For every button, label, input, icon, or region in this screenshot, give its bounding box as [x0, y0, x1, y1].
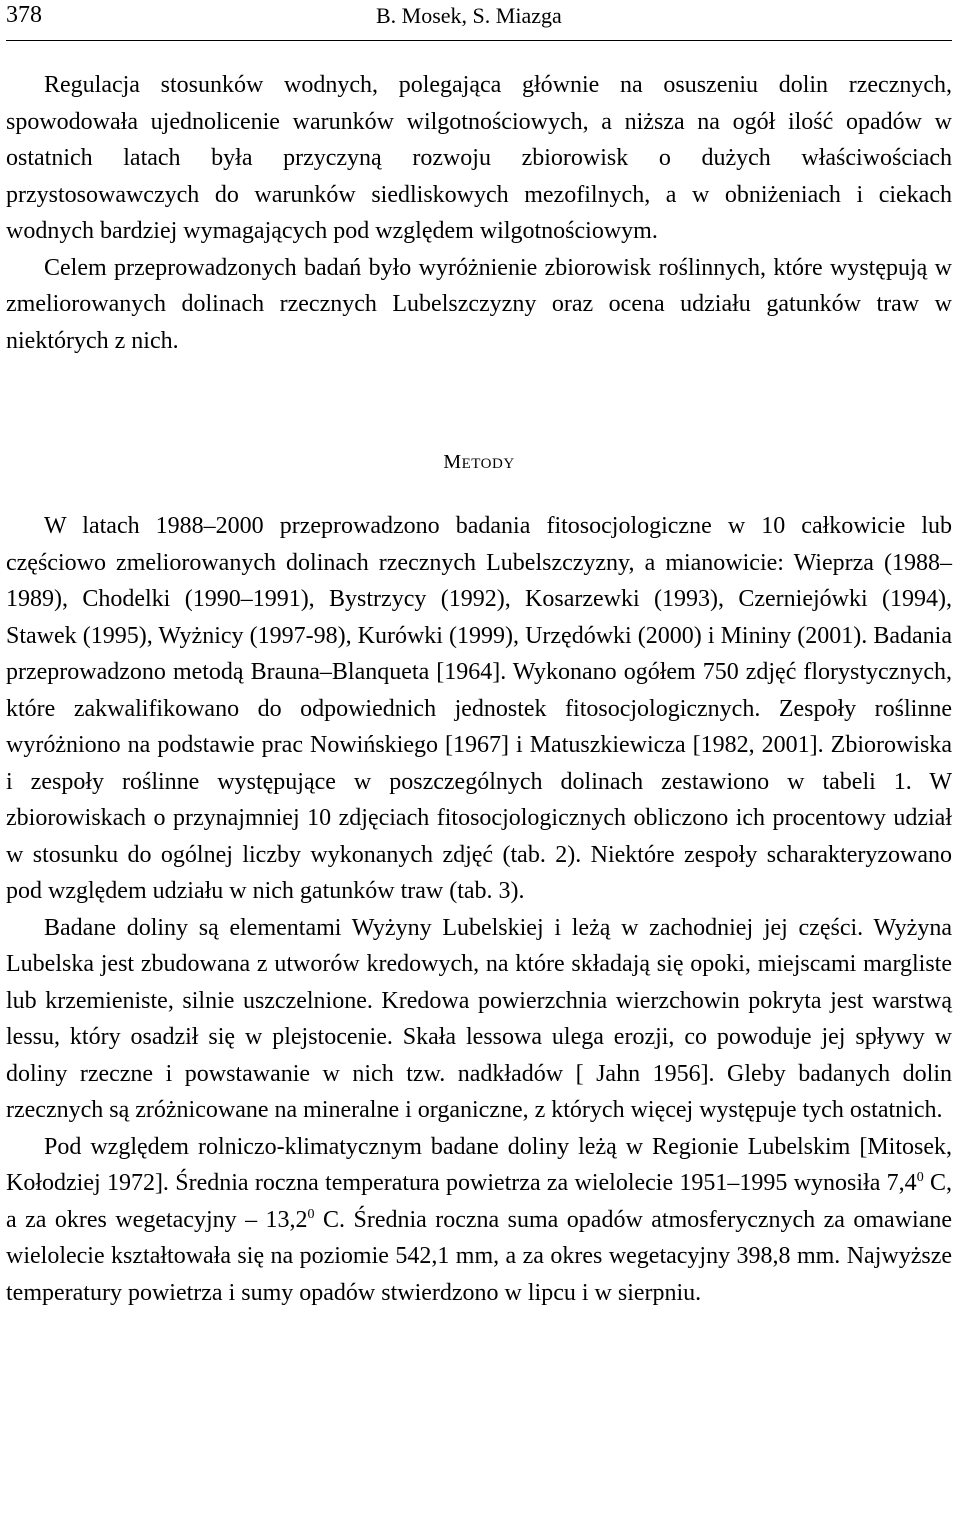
- section-heading-methods: [6, 451, 952, 474]
- page-number: 378: [6, 2, 42, 28]
- methods-paragraph-3-part-a: Pod względem rolniczo-klimatycznym badane doliny leżą w Regionie Lubelskim [Mitosek, Kołodziej 1972]. Średnia roczna temperatura powietrza za wielolecie 1951–1995 wynosiła 7,4: [6, 1133, 952, 1196]
- section-heading-initial: M: [443, 451, 462, 473]
- degree-superscript-2: 0: [307, 1206, 315, 1222]
- intro-paragraph-1: Regulacja stosunków wodnych, polegająca głównie na osuszeniu dolin rzecznych, spowodowała ujednolicenie warunków wilgotnościowych, a niższa na ogół ilość opadów w ostatnich latach była przyczyną rozwoju zbiorowisk o dużych właściwościach przystosowawczych do warunków siedliskowych mezofilnych, a w obniżeniach i ciekach wodnych bardziej wymagających pod względem wilgotnościowym.: [6, 72, 952, 244]
- methods-paragraph-3: [6, 1129, 952, 1312]
- methods-paragraph-3-part-b: C, a za okres wegetacyjny – 13,2: [6, 1170, 952, 1233]
- methods-paragraph-3-part-c: C. Średnia roczna suma opadów atmosferycznych za omawiane wielolecie kształtowała się na poziomie 542,1 mm, a za okres wegetacyjny 398,8 mm. Najwyższe temperatury powietrza i sumy opadów stwierdzono w lipcu i w sierpniu.: [6, 1206, 953, 1306]
- running-header: [6, 0, 952, 41]
- section-heading-rest: ETODY: [461, 456, 515, 472]
- running-header-authors: B. Mosek, S. Miazga: [376, 3, 562, 28]
- page: [6, 0, 952, 1311]
- intro-paragraph-2: Celem przeprowadzonych badań było wyróżnienie zbiorowisk roślinnych, które występują w zmeliorowanych dolinach rzecznych Lubelszczyzny oraz ocena udziału gatunków traw w niektórych z nich.: [6, 254, 952, 354]
- methods-paragraph-1: W latach 1988–2000 przeprowadzono badania fitosocjologiczne w 10 całkowicie lub częściowo zmeliorowanych dolinach rzecznych Lubelszczyzny, a mianowicie: Wieprza (1988–1989), Chodelki (1990–1991), Bystrzycy (1992), Kosarzewki (1993), Czerniejówki (1994), Stawek (1995), Wyżnicy (1997-98), Kurówki (1999), Urzędówki (2000) i Mininy (2001). Badania przeprowadzono metodą Brauna–Blanqueta [1964]. Wykonano ogółem 750 zdjęć florystycznych, które zakwalifikowano do odpowiednich jednostek fitosocjologicznych. Zespoły roślinne wyróżniono na podstawie prac Nowińskiego [1967] i Matuszkiewicza [1982, 2001]. Zbiorowiska i zespoły roślinne występujące w poszczególnych dolinach zestawiono w tabeli 1. W zbiorowiskach o przynajmniej 10 zdjęciach fitosocjologicznych obliczono ich procentowy udział w stosunku do ogólnej liczby wykonanych zdjęć (tab. 2). Niektóre zespoły scharakteryzowano pod względem udziału w nich gatunków traw (tab. 3).: [6, 513, 952, 904]
- degree-superscript-1: 0: [916, 1170, 924, 1185]
- methods-paragraph-2: Badane doliny są elementami Wyżyny Lubelskiej i leżą w zachodniej jej części. Wyżyna Lubelska jest zbudowana z utworów kredowych, na które składają się opoki, miejscami margliste lub krzemieniste, silnie uszczelnione. Kredowa powierzchnia wierzchowin pokryta jest warstwą lessu, który osadził się w plejstocenie. Skała lessowa ulega erozji, co powoduje jej spływy w doliny rzeczne i powstawanie w nich tzw. nadkładów [ Jahn 1956]. Gleby badanych dolin rzecznych są zróżnicowane na mineralne i organiczne, z których więcej występuje tych ostatnich.: [6, 914, 952, 1123]
